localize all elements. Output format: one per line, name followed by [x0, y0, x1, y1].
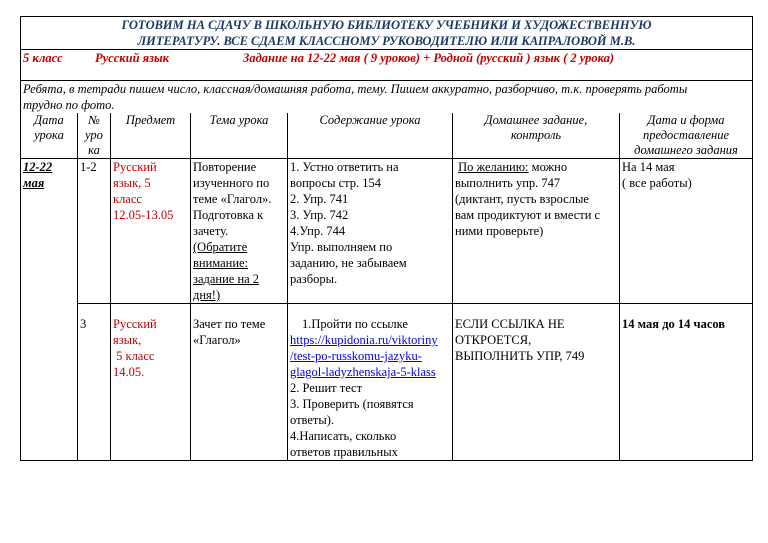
topic-note-line: внимание: [193, 256, 249, 270]
lesson-subject [111, 304, 191, 461]
topic-line: Повторение [193, 160, 257, 174]
header-topic [191, 113, 288, 159]
note-line-2: трудно по фото. [23, 98, 115, 112]
header-deadline [620, 113, 753, 159]
header-date [21, 113, 78, 159]
header-subject-line: Предмет [125, 113, 176, 127]
topic-line: «Глагол» [193, 333, 241, 347]
content-line: 3. Проверить (появятся [290, 397, 414, 411]
banner-line-1: ГОТОВИМ НА СДАЧУ В ШКОЛЬНУЮ БИБЛИОТЕКУ УЧЕБНИКИ И ХУДОЖЕСТВЕННУЮ [121, 18, 652, 32]
content-line: 2. Упр. 741 [290, 192, 349, 206]
homework-line: (диктант, пусть взрослые [455, 192, 589, 206]
header-topic-line: Тема урока [209, 113, 269, 127]
homework-line: ними проверьте) [455, 224, 544, 238]
note-line-1: Ребята, в тетради пишем число, классная/домашняя работа, тему. Пишем аккуратно, разборчиво, т.к. проверять работы [23, 82, 688, 96]
lesson-homework [453, 159, 620, 304]
lesson-number [78, 304, 111, 461]
note-row [21, 81, 753, 114]
subject-line: класс [113, 192, 142, 206]
homework-line: ЕСЛИ ССЫЛКА НЕ [455, 317, 565, 331]
lesson-content [288, 159, 453, 304]
test-link[interactable]: /test-po-russkomu-jazyku- [290, 349, 422, 363]
subject-line: Русский [113, 317, 157, 331]
lesson-content [288, 304, 453, 461]
header-date-line: урока [34, 128, 64, 142]
header-content [288, 113, 453, 159]
content-line: Упр. выполняем по [290, 240, 393, 254]
subject-line: 14.05. [113, 365, 145, 379]
banner [21, 17, 753, 50]
table-row [21, 159, 753, 304]
content-line: ответы). [290, 413, 335, 427]
homework-line [455, 159, 617, 175]
grade-label: 5 класс [23, 51, 63, 65]
deadline-line: 14 мая до 14 часов [622, 317, 726, 331]
content-line: 4.Написать, сколько [290, 429, 397, 443]
content-line: 1. Устно ответить на [290, 160, 399, 174]
note-cell [21, 81, 753, 114]
header-deadline-line: Дата и форма [647, 113, 725, 127]
homework-line: вам продиктуют и вмести с [455, 208, 601, 222]
lesson-deadline [620, 159, 753, 304]
column-header-row [21, 113, 753, 159]
homework-optional-label: По желанию: [458, 160, 529, 174]
lesson-deadline [620, 304, 753, 461]
test-link[interactable]: glagol-ladyzhenskaja-5-klass [290, 365, 436, 379]
homework-line: выполнить упр. 747 [455, 176, 561, 190]
content-line: ответов правильных [290, 445, 398, 459]
topic-line: зачету. [193, 224, 229, 238]
homework-line: ОТКРОЕТСЯ, [455, 333, 532, 347]
header-content-line: Содержание урока [319, 113, 421, 127]
header-number-line: ка [88, 143, 100, 157]
header-number-line: № [88, 113, 100, 127]
topic-note-line: задание на 2 [193, 272, 260, 286]
content-line: 3. Упр. 742 [290, 208, 349, 222]
header-homework-line: Домашнее задание, [484, 113, 588, 127]
subject-row [21, 50, 753, 81]
header-homework [453, 113, 620, 159]
lesson-date-line: 12-22 [23, 160, 53, 174]
content-line: заданию, не забываем [290, 256, 407, 270]
subject-line: 5 класс [113, 349, 155, 363]
lesson-date [21, 159, 78, 461]
lesson-topic [191, 304, 288, 461]
lesson-topic [191, 159, 288, 304]
content-line: 2. Решит тест [290, 381, 363, 395]
lesson-number-value: 3 [80, 317, 87, 331]
header-homework-line: контроль [510, 128, 562, 142]
header-deadline-line: домашнего задания [634, 143, 738, 157]
lesson-subject [111, 159, 191, 304]
banner-row [21, 17, 753, 50]
subject-line: язык, 5 [113, 176, 151, 190]
task-label: Задание на 12-22 мая ( 9 уроков) + Родной (русский ) язык ( 2 урока) [243, 51, 615, 65]
header-number [78, 113, 111, 159]
lesson-number [78, 159, 111, 304]
topic-line: Зачет по теме [193, 317, 266, 331]
test-link[interactable]: https://kupidonia.ru/viktoriny [290, 333, 438, 347]
banner-line-2: ЛИТЕРАТУРУ. ВСЕ СДАЕМ КЛАССНОМУ РУКОВОДИТЕЛЮ ИЛИ КАПРАЛОВОЙ М.В. [137, 34, 636, 48]
subject-cell [21, 50, 753, 81]
subject-line: язык, [113, 333, 142, 347]
subject-line: Русский [113, 160, 157, 174]
topic-note-line: (Обратите [193, 240, 248, 254]
subject-label: Русский язык [95, 51, 169, 65]
deadline-line: На 14 мая [622, 160, 675, 174]
lesson-number-value: 1-2 [80, 160, 97, 174]
table-row [21, 304, 753, 461]
topic-line: изученного по [193, 176, 270, 190]
homework-text: можно [528, 160, 568, 174]
header-subject [111, 113, 191, 159]
header-number-line: уро [85, 128, 103, 142]
subject-line: 12.05-13.05 [113, 208, 174, 222]
topic-line: Подготовка к [193, 208, 264, 222]
homework-line: ВЫПОЛНИТЬ УПР, 749 [455, 349, 585, 363]
header-deadline-line: предоставление [642, 128, 730, 142]
assignment-table [20, 16, 753, 461]
header-date-line: Дата [34, 113, 64, 127]
content-line: вопросы стр. 154 [290, 176, 382, 190]
content-line: разборы. [290, 272, 338, 286]
content-line: 4.Упр. 744 [290, 224, 346, 238]
topic-line: теме «Глагол». [193, 192, 272, 206]
content-line: 1.Пройти по ссылке [302, 317, 408, 331]
deadline-line: ( все работы) [622, 176, 692, 190]
lesson-homework [453, 304, 620, 461]
lesson-date-line: мая [23, 176, 45, 190]
topic-note-line: дня!) [193, 288, 221, 302]
